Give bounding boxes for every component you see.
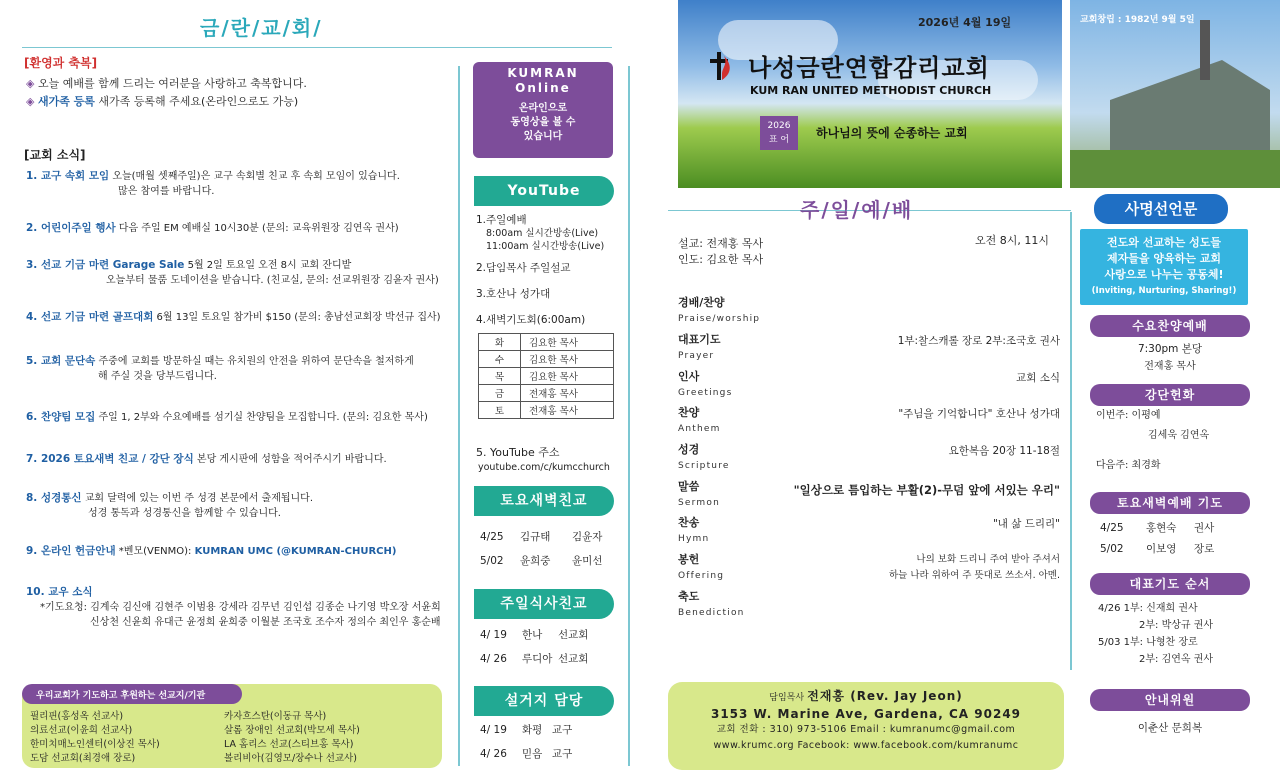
news-text: 성경 통독과 성경통신을 함께할 수 있습니다. <box>88 508 281 519</box>
worship-time: 오전 8시, 11시 <box>975 234 1049 247</box>
order-title: 봉헌 <box>678 553 700 566</box>
dish-row-cell: 4/ 26 <box>480 748 507 760</box>
mission-item: 필리핀(홍성옥 선교사) <box>30 711 124 722</box>
rep-prayer-row: 2부: 박상규 권사 <box>1139 620 1214 631</box>
venmo-link[interactable]: KUMRAN UMC (@KUMRAN-CHURCH) <box>194 546 397 557</box>
contact-box <box>668 682 1064 770</box>
welcome-heading: [환영과 축복] <box>24 56 98 70</box>
youtube-subitem: 11:00am 실시간방송(Live) <box>486 241 605 252</box>
news-item-3 <box>26 258 456 288</box>
youtube-list <box>476 214 604 327</box>
date: 2026년 4월 19일 <box>918 16 1012 29</box>
dawn-row <box>479 385 614 402</box>
sat-fellowship-heading: 토요새벽친교 <box>474 486 614 516</box>
lunch-heading: 주일식사친교 <box>474 589 614 619</box>
order-item <box>678 516 1062 546</box>
news-title: 9. 온라인 헌금안내 <box>26 545 116 557</box>
rep-prayer-list <box>1098 600 1213 668</box>
news-item-4 <box>26 310 456 325</box>
news-text: *벤모(VENMO): <box>118 546 192 557</box>
mission-line: 전도와 선교하는 성도들 <box>1107 236 1221 249</box>
diamond-icon: ◈ <box>26 95 35 108</box>
founded-date: 교회창립 : 1982년 9월 5일 <box>1080 15 1195 25</box>
youtube-item: 3.호산나 성가대 <box>476 288 551 300</box>
order-subtitle: Offering <box>678 571 725 581</box>
news-text: 많은 참여를 바랍니다. <box>118 186 215 197</box>
address: 3153 W. Marine Ave, Gardena, CA 90249 <box>710 707 1022 721</box>
offering-line: 나의 보화 드리니 주여 받아 주셔서 <box>916 554 1060 565</box>
order-value: "내 삶 드리리" <box>992 518 1060 530</box>
offering-verse <box>870 552 1060 584</box>
order-item <box>678 333 1062 363</box>
news-item-2 <box>26 221 456 236</box>
order-title: 찬송 <box>678 516 700 529</box>
order-subtitle: Greetings <box>678 388 733 398</box>
rep-prayer-row: 4/26 1부: 신재희 권사 <box>1098 603 1198 614</box>
news-title: 7. 2026 토요새벽 친교 / 강단 장식 <box>26 453 194 465</box>
order-title: 성경 <box>678 443 700 456</box>
dish-row-cell: 화평 <box>522 724 543 736</box>
header-banner <box>678 0 1062 188</box>
news-text: 오늘(매월 셋째주일)은 교구 속회별 친교 후 속회 모임이 있습니다. <box>112 171 400 182</box>
order-subtitle: Prayer <box>678 351 715 361</box>
news-item-6 <box>26 410 456 425</box>
flower-list <box>1096 406 1209 476</box>
dish-row-cell: 4/ 19 <box>480 724 507 736</box>
church-title: 금/란/교/회/ <box>200 16 323 40</box>
worship-title: 주/일/예/배 <box>800 198 914 222</box>
building-shape <box>1110 60 1270 160</box>
order-subtitle: Scripture <box>678 461 730 471</box>
order-value: "주님을 기억합니다" 호산나 성가대 <box>898 408 1060 420</box>
cross-flame-icon <box>708 50 734 82</box>
order-item <box>678 406 1062 436</box>
mission-list-left <box>30 710 160 766</box>
rep-prayer-heading: 대표기도 순서 <box>1090 573 1250 595</box>
online-box[interactable] <box>473 62 613 158</box>
sermon-by: 설교: 전재홍 목사 <box>678 237 764 250</box>
year-badge-label: 표 어 <box>768 135 790 145</box>
order-item <box>678 370 1062 400</box>
mission-line: 사랑으로 나누는 공동체! <box>1104 268 1224 281</box>
mission-line-en: (Inviting, Nurturing, Sharing!) <box>1091 286 1237 296</box>
steeple-shape <box>1200 20 1210 80</box>
order-subtitle: Sermon <box>678 498 720 508</box>
pastor-prefix: 담임목사 <box>769 693 805 703</box>
rep-prayer-row: 5/03 1부: 나형찬 장로 <box>1098 637 1198 648</box>
sat-prayer-list <box>1100 518 1224 560</box>
order-title: 축도 <box>678 590 700 603</box>
pastor-line <box>668 688 1064 706</box>
youtube-item: 4.새벽기도회(6:00am) <box>476 314 586 326</box>
wed-worship-info <box>1090 341 1250 375</box>
news-title: 10. 교우 소식 <box>26 586 93 598</box>
dish-list <box>480 718 592 766</box>
new-member-text: 새가족 등록해 주세요(온라인으로도 가능) <box>94 95 299 108</box>
order-title: 말씀 <box>678 480 700 493</box>
dish-heading: 설거지 담당 <box>474 686 614 716</box>
mission-line: 제자들을 양육하는 교회 <box>1107 252 1221 265</box>
wed-pastor: 전재홍 목사 <box>1144 361 1196 372</box>
dawn-day: 토 <box>479 402 521 419</box>
flower-heading: 강단헌화 <box>1090 384 1250 406</box>
online-title-1: KUMRAN <box>507 66 579 80</box>
order-item <box>678 296 1062 326</box>
prayer-request-text: *기도요청: 김계숙 김신애 김현주 이범용 강세라 김무년 김인섭 김종순 나기영 박오장 서윤희 <box>40 602 441 613</box>
news-item-7 <box>26 452 456 467</box>
year-badge <box>760 116 798 150</box>
sat-prayer-row-cell: 권사 <box>1194 522 1215 534</box>
mission-item: 한미치매노인센터(이상진 목사) <box>30 739 160 750</box>
year-badge-year: 2026 <box>767 121 791 131</box>
rep-prayer-row: 2부: 김연옥 권사 <box>1139 654 1214 665</box>
youtube-subitem: 8:00am 실시간방송(Live) <box>486 228 599 239</box>
church-photo <box>1070 0 1280 188</box>
online-body: 동영상을 볼 수 <box>510 117 576 128</box>
prayer-request-text: 신상천 신윤희 유대근 윤정희 윤희중 이월분 조국호 조수자 정의수 최인우 홍순배 <box>90 617 441 628</box>
news-title: 8. 성경통신 <box>26 492 82 504</box>
dish-row-cell: 믿음 <box>522 748 543 760</box>
sat-prayer-row-cell: 4/25 <box>1100 522 1124 534</box>
usher-heading: 안내위원 <box>1090 689 1250 711</box>
dawn-leader: 김요한 목사 <box>521 351 614 368</box>
dawn-row <box>479 368 614 385</box>
lead-by: 인도: 김요한 목사 <box>678 253 764 266</box>
news-title: 3. 선교 기금 마련 Garage Sale <box>26 259 185 271</box>
lunch-row-cell: 선교회 <box>558 653 589 665</box>
order-item <box>678 480 1062 510</box>
sat-fellowship-row-cell: 김윤자 <box>572 531 603 543</box>
diamond-icon: ◈ <box>26 77 35 90</box>
offering-line: 하늘 나라 위하여 주 뜻대로 쓰소서. 아멘. <box>889 570 1060 581</box>
lunch-row <box>480 647 598 671</box>
mission-item: 카자흐스탄(이동규 목사) <box>224 711 327 722</box>
welcome-text: 오늘 예배를 함께 드리는 여러분을 사랑하고 축복합니다. <box>37 77 307 90</box>
flower-this-week: 이번주: 이평예 <box>1096 410 1161 421</box>
online-body: 온라인으로 <box>518 103 568 114</box>
mission-box <box>22 684 442 768</box>
news-text: 주중에 교회를 방문하실 때는 유치원의 안전을 위하여 문단속을 철저하게 <box>98 356 414 367</box>
lunch-row-cell: 4/ 26 <box>480 653 507 665</box>
news-text: 5월 2일 토요일 오전 8시 교회 잔디밭 <box>187 260 352 271</box>
youtube-heading[interactable]: YouTube <box>474 176 614 206</box>
dawn-leader: 전재홍 목사 <box>521 402 614 419</box>
news-title: 4. 선교 기금 마련 골프대회 <box>26 311 154 323</box>
sat-prayer-row-cell: 장로 <box>1194 543 1215 555</box>
sat-fellowship-row <box>480 549 612 573</box>
dawn-day: 금 <box>479 385 521 402</box>
news-text: 오늘부터 물품 도네이션을 받습니다. (친교실, 문의: 선교위원장 김윤자 권사) <box>106 275 439 286</box>
order-value: "일상으로 틈입하는 부활(2)-무덤 앞에 서있는 우리" <box>793 483 1060 497</box>
youtube-url-label: 5. YouTube 주소 <box>476 446 560 459</box>
dawn-row <box>479 351 614 368</box>
youtube-item: 1.주일예배 <box>476 214 527 226</box>
lunch-row-cell: 한나 <box>522 629 543 641</box>
sat-prayer-heading: 토요새벽예배 기도 <box>1090 492 1250 514</box>
news-item-5 <box>26 354 456 384</box>
news-text: 주일 1, 2부와 수요예배를 섬기실 찬양팀을 모집합니다. (문의: 김요한 목사) <box>98 412 428 423</box>
news-text: 본당 게시판에 성함을 적어주시기 바랍니다. <box>196 454 387 465</box>
welcome-line-2 <box>26 94 298 110</box>
news-title: 5. 교회 문단속 <box>26 355 96 367</box>
church-name-en: KUM RAN UNITED METHODIST CHURCH <box>750 84 992 97</box>
order-title: 대표기도 <box>678 333 721 346</box>
order-subtitle: Benediction <box>678 608 745 618</box>
news-title: 1. 교구 속회 모임 <box>26 170 110 182</box>
order-value: 교회 소식 <box>1016 372 1060 384</box>
news-item-9 <box>26 544 456 559</box>
wed-worship-heading: 수요찬양예배 <box>1090 315 1250 337</box>
sat-fellowship-row-cell: 윤희중 <box>520 555 551 567</box>
pastor-name: 전재홍 (Rev. Jay Jeon) <box>807 689 963 703</box>
mission-item: 의료선교(이윤희 선교사) <box>30 725 133 736</box>
news-item-10 <box>26 585 456 630</box>
news-title: 2. 어린이주일 행사 <box>26 222 116 234</box>
lunch-row <box>480 623 598 647</box>
flower-next-week: 다음주: 최경화 <box>1096 460 1161 471</box>
lunch-row-cell: 4/ 19 <box>480 629 507 641</box>
order-title: 인사 <box>678 370 700 383</box>
online-body: 있습니다 <box>523 131 563 142</box>
mission-item: 볼리비아(김영모/장수나 선교사) <box>224 753 357 764</box>
news-heading: [교회 소식] <box>24 148 86 162</box>
order-subtitle: Hymn <box>678 534 710 544</box>
news-item-1 <box>26 169 456 199</box>
news-text: 교회 달력에 있는 이번 주 성경 본문에서 출제됩니다. <box>84 493 314 504</box>
dawn-leader: 전재홍 목사 <box>521 385 614 402</box>
dawn-prayer-table <box>478 333 614 419</box>
news-text: 해 주실 것을 당부드립니다. <box>98 371 217 382</box>
welcome-line-1 <box>26 76 307 92</box>
order-subtitle: Praise/worship <box>678 314 761 324</box>
lunch-row-cell: 선교회 <box>558 629 589 641</box>
worship-leaders <box>678 236 763 268</box>
order-title: 경배/찬양 <box>678 296 725 309</box>
mission-statement-box <box>1080 229 1248 305</box>
sat-fellowship-list <box>480 525 612 573</box>
dish-row <box>480 718 592 742</box>
news-item-8 <box>26 491 456 521</box>
order-value: 요한복음 20장 11-18절 <box>948 445 1060 457</box>
lunch-row-cell: 루디아 <box>522 653 553 665</box>
dawn-row <box>479 334 614 351</box>
website-info[interactable]: www.krumc.org Facebook: www.facebook.com/kumranumc <box>713 740 1019 751</box>
new-member-label: 새가족 등록 <box>37 95 95 108</box>
sat-prayer-row <box>1100 539 1224 560</box>
dawn-day: 목 <box>479 368 521 385</box>
news-title: 6. 찬양팀 모집 <box>26 411 96 423</box>
online-title-2: Online <box>515 81 571 95</box>
sat-fellowship-row-cell: 5/02 <box>480 555 504 567</box>
dish-row <box>480 742 592 766</box>
dawn-leader: 김요한 목사 <box>521 334 614 351</box>
sat-fellowship-row-cell: 김규태 <box>520 531 551 543</box>
sat-prayer-row-cell: 홍현숙 <box>1146 522 1177 534</box>
mission-item: 살롬 장애인 선교회(박모세 목사) <box>224 725 360 736</box>
order-value: 1부:찰스캐롤 장로 2부:조국호 권사 <box>897 335 1060 347</box>
flower-this-week: 김세욱 김연옥 <box>1148 430 1210 441</box>
contact-info[interactable]: 교회 전화 : 310) 973-5106 Email : kumranumc@gmail.com <box>716 724 1016 735</box>
dawn-leader: 김요한 목사 <box>521 368 614 385</box>
order-subtitle: Anthem <box>678 424 721 434</box>
dawn-row <box>479 402 614 419</box>
lawn-shape <box>1070 150 1280 188</box>
order-title: 찬양 <box>678 406 700 419</box>
mission-title: 우리교회가 기도하고 후원하는 선교지/기관 <box>22 684 242 704</box>
sat-fellowship-row <box>480 525 612 549</box>
dish-row-cell: 교구 <box>552 724 573 736</box>
sat-prayer-row <box>1100 518 1224 539</box>
mission-statement-heading: 사명선언문 <box>1094 194 1228 224</box>
church-name-ko: 나성금란연합감리교회 <box>748 54 990 82</box>
news-text: 6월 13일 토요일 참가비 $150 (문의: 총남선교회장 박선규 집사) <box>156 312 441 323</box>
usher-list: 이춘산 문희복 <box>1137 722 1203 734</box>
sat-fellowship-row-cell: 4/25 <box>480 531 504 543</box>
church-motto: 하나님의 뜻에 순종하는 교회 <box>816 126 968 140</box>
mission-item: LA 홈리스 선교(스티브홍 목사) <box>224 739 354 750</box>
youtube-url[interactable]: youtube.com/c/kumcchurch <box>478 462 610 473</box>
wed-time: 7:30pm 본당 <box>1137 343 1203 355</box>
mission-list-right <box>224 710 360 766</box>
dawn-day: 화 <box>479 334 521 351</box>
order-item <box>678 590 1062 620</box>
order-item <box>678 443 1062 473</box>
dish-row-cell: 교구 <box>552 748 573 760</box>
sat-fellowship-row-cell: 윤미선 <box>572 555 603 567</box>
mission-item: 도담 선교회(최경애 장로) <box>30 753 136 764</box>
lunch-list <box>480 623 598 671</box>
youtube-item: 2.담임목사 주일설교 <box>476 262 571 274</box>
news-text: 다음 주일 EM 예배실 10시30분 (문의: 교육위원장 김연옥 권사) <box>118 223 399 234</box>
dawn-day: 수 <box>479 351 521 368</box>
sat-prayer-row-cell: 5/02 <box>1100 543 1124 555</box>
sat-prayer-row-cell: 이보영 <box>1146 543 1177 555</box>
